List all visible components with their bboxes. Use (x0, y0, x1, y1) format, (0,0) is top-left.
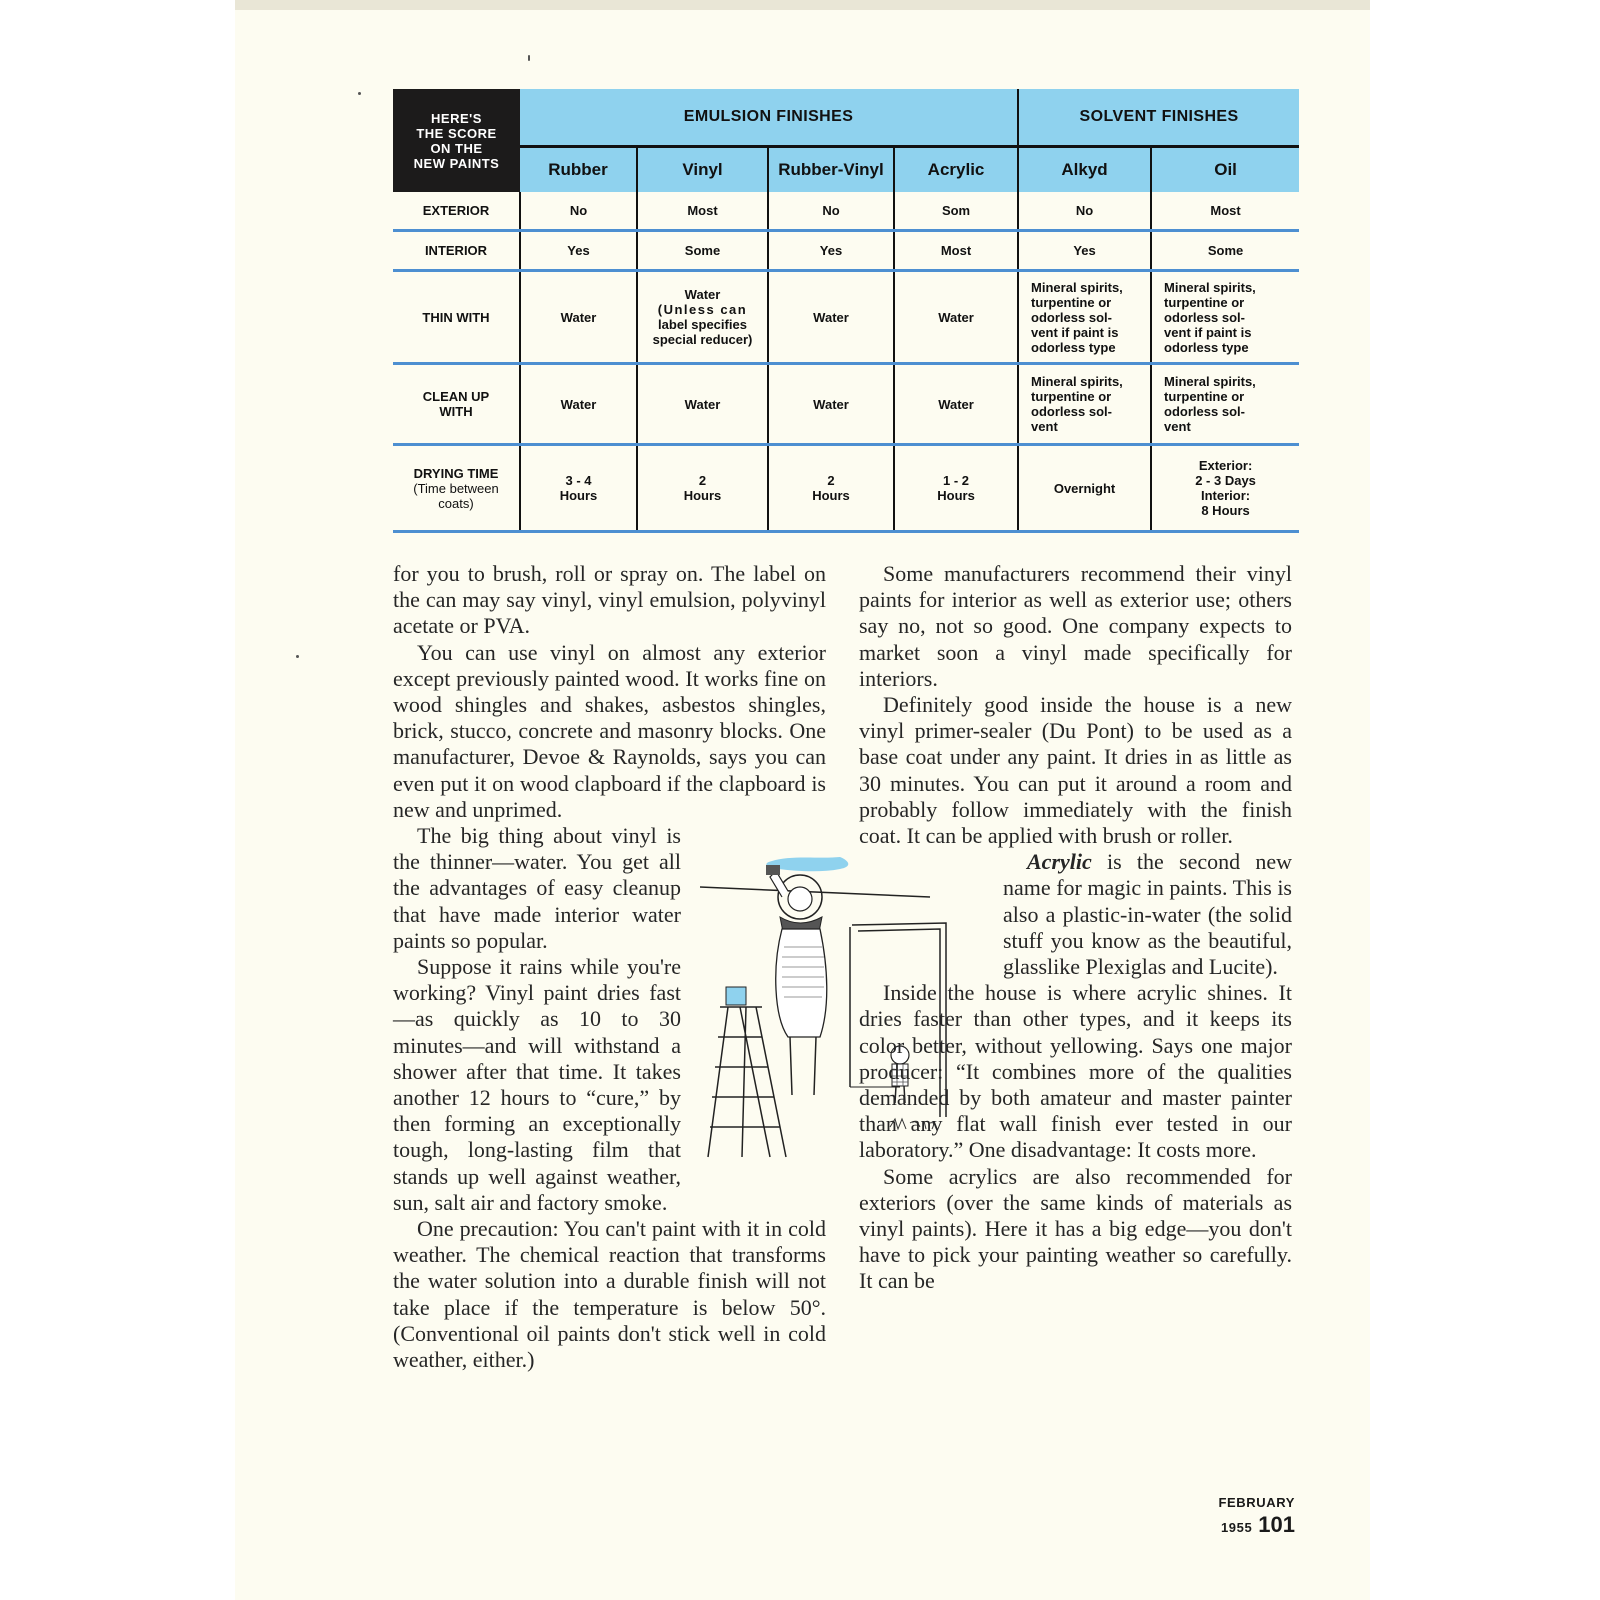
table-cell: No (520, 192, 637, 231)
column-header-vinyl: Vinyl (637, 147, 768, 193)
cell-line: turpentine or (1164, 294, 1245, 310)
column-header-oil: Oil (1151, 147, 1299, 193)
article-paragraph: for you to brush, roll or spray on. The label on the can may say vinyl, vinyl emulsion, polyvinyl acetate or PVA. (393, 561, 826, 639)
paint-comparison-table (393, 89, 1299, 533)
table-cell (1151, 445, 1299, 532)
page-number: 101 (1258, 1512, 1295, 1537)
cell-line: turpentine or (1164, 389, 1245, 404)
row-label-line: CLEAN UP (422, 389, 490, 404)
article-column-right (859, 561, 1292, 1295)
column-header-alkyd: Alkyd (1018, 147, 1151, 193)
table-cell: Most (1151, 192, 1299, 231)
table-cell (1018, 271, 1151, 364)
cell-line: 8 Hours (1201, 503, 1250, 518)
painter-body (776, 929, 827, 1037)
table-cell: Water (768, 271, 894, 364)
cell-line: odorless sol- (1031, 404, 1112, 419)
table-cell: Yes (520, 231, 637, 271)
table-cell: Water (520, 364, 637, 445)
row-label-line: coats) (438, 495, 474, 511)
table-row-clean-up-with (393, 364, 1299, 445)
cell-line: special reducer) (652, 332, 753, 347)
article-paragraph: The big thing about vinyl is the thinner—water. You get all the advantages of easy cleanup that have made interior water paints so popular. (393, 823, 681, 953)
paper-speck (358, 92, 361, 95)
article-paragraph: Inside the house is where acrylic shines. It dries faster than other types, and it keeps its color better, without yellowing. Says one major producer: “It combines more of the qualities demanded by both amateur and master painter than any flat wall finish ever tested in our laboratory.” One disadvantage: It costs more. (859, 980, 1292, 1163)
table-cell: Some (637, 231, 768, 271)
table-cell (637, 445, 768, 532)
table-cell (768, 445, 894, 532)
cell-line: vent (1164, 419, 1191, 434)
cell-line: 2 (698, 473, 707, 488)
table-title-line: THE SCORE (416, 125, 497, 141)
row-label-interior: INTERIOR (393, 231, 520, 271)
table-cell: Most (637, 192, 768, 231)
table-cell (894, 445, 1018, 532)
column-header-acrylic: Acrylic (894, 147, 1018, 193)
table-cell: Yes (1018, 231, 1151, 271)
cell-line: Mineral spirits, (1164, 374, 1256, 389)
cell-line: turpentine or (1031, 389, 1112, 404)
solvent-finishes-header: SOLVENT FINISHES (1018, 89, 1299, 147)
cell-line: Hours (812, 488, 850, 503)
cell-line: Hours (559, 488, 598, 503)
table-cell: Water (894, 364, 1018, 445)
table-title-box (393, 89, 520, 192)
cell-line: Hours (683, 488, 722, 503)
cell-line: odorless type (1031, 339, 1116, 355)
table-cell: Most (894, 231, 1018, 271)
cell-line: vent if paint is (1031, 324, 1119, 340)
table-cell (1018, 364, 1151, 445)
article-paragraph: Some manufacturers recommend their vinyl paints for interior as well as exterior use; others say no, not so good. One company expects to market soon a vinyl made specifically for interiors. (859, 561, 1292, 691)
painter-legs (790, 1037, 816, 1095)
cell-line: (Unless can (657, 302, 748, 317)
issue-date: FEBRUARY 1955 (1218, 1495, 1295, 1535)
page-footer (1150, 1494, 1295, 1538)
table-cell: Overnight (1018, 445, 1151, 532)
cell-line: odorless type (1164, 339, 1249, 355)
column-header-rubber: Rubber (520, 147, 637, 193)
article-paragraph: Suppose it rains while you're working? Vinyl paint dries fast—as quickly as 10 to 30 minutes—and will withstand a shower after that time. It takes another 12 hours to “cure,” by then forming an exceptionally tough, long-lasting film that stands up well against weather, sun, salt air and factory smoke. (393, 954, 681, 1215)
article-paragraph: Some acrylics are also recommended for exteriors (over the same kinds of materials as vinyl paints). Here it has a big edge—you don't have to pick your painting weather so carefully. It can be (859, 1163, 1292, 1294)
article-paragraph: You can use vinyl on almost any exterior except previously painted wood. It works fine on wood shingles and shakes, asbestos shingles, brick, stucco, concrete and masonry blocks. One manufacturer, Devoe & Raynolds, says you can even put it on wood clapboard if the clapboard is new and unprimed. (393, 639, 826, 822)
cell-line: 2 - 3 Days (1195, 473, 1256, 488)
cell-line: Water (684, 287, 721, 302)
table-cell: Water (768, 364, 894, 445)
cell-line: Hours (937, 488, 975, 503)
table-cell: Water (637, 364, 768, 445)
emulsion-finishes-header: EMULSION FINISHES (520, 89, 1018, 147)
table-cell: Some (1151, 231, 1299, 271)
row-label-line: (Time between (413, 480, 499, 496)
row-label-line: DRYING TIME (413, 465, 499, 481)
table-cell (637, 271, 768, 364)
row-label-exterior: EXTERIOR (393, 192, 520, 231)
cell-line: 1 - 2 (943, 473, 970, 488)
page-top-edge (235, 0, 1370, 10)
article-paragraph (1003, 849, 1292, 980)
table-cell (1151, 364, 1299, 445)
painter-head (788, 887, 812, 911)
paint-can (726, 987, 746, 1005)
cell-line: odorless sol- (1031, 309, 1112, 325)
table-row-thin-with (393, 271, 1299, 364)
ladder (708, 1007, 786, 1157)
table-cell: Water (894, 271, 1018, 364)
table-cell: No (768, 192, 894, 231)
cell-line: Exterior: (1198, 458, 1253, 473)
cell-line: 3 - 4 (565, 473, 592, 488)
cell-line: Mineral spirits, (1031, 374, 1123, 389)
table-row-exterior (393, 192, 1299, 231)
cell-line: Mineral spirits, (1164, 279, 1256, 295)
cell-line: vent if paint is (1164, 324, 1252, 340)
cell-line: vent (1031, 419, 1058, 434)
table-title-line: ON THE (430, 140, 483, 156)
table-title-line: HERE'S (431, 110, 482, 126)
row-label-clean-up-with (393, 364, 520, 445)
cell-line: turpentine or (1031, 294, 1112, 310)
table-cell: No (1018, 192, 1151, 231)
article-paragraph: One precaution: You can't paint with it in cold weather. The chemical reaction that transforms the water solution into a durable finish will not take place if the temperature is below 50°. (Conventional oil paints don't stick well in cold weather, either.) (393, 1216, 826, 1373)
cell-line: label specifies (658, 317, 747, 332)
row-label-thin-with: THIN WITH (393, 271, 520, 364)
cell-line: odorless sol- (1164, 404, 1245, 419)
cell-line: odorless sol- (1164, 309, 1245, 325)
table-cell: Water (520, 271, 637, 364)
cell-line: 2 (827, 473, 835, 488)
paint-roller (766, 865, 780, 875)
table-cell: Som (894, 192, 1018, 231)
table-title-line: NEW PAINTS (413, 155, 500, 171)
column-header-rubber-vinyl: Rubber-Vinyl (768, 147, 894, 193)
cell-line: Mineral spirits, (1031, 279, 1123, 295)
row-label-drying-time (393, 445, 520, 532)
table-row-interior (393, 231, 1299, 271)
article-text: is the second new name for magic in paints. This is also a plastic-in-water (the solid stuff you know as the beautiful, glasslike Plexiglas and Lucite). (1003, 849, 1292, 980)
cell-line: Interior: (1200, 488, 1251, 503)
article-paragraph: Definitely good inside the house is a new vinyl primer-sealer (Du Pont) to be used as a base coat under any paint. It dries in as little as 30 minutes. You can put it around a room and probably follow immediately with the finish coat. It can be applied with brush or roller. (859, 692, 1292, 849)
paper-speck (296, 655, 299, 658)
acrylic-lead-word: Acrylic (1027, 849, 1092, 875)
row-label-line: WITH (439, 404, 473, 419)
table-cell: Yes (768, 231, 894, 271)
paper-speck (528, 55, 530, 61)
table-row-drying-time (393, 445, 1299, 532)
table-cell (520, 445, 637, 532)
table-cell (1151, 271, 1299, 364)
